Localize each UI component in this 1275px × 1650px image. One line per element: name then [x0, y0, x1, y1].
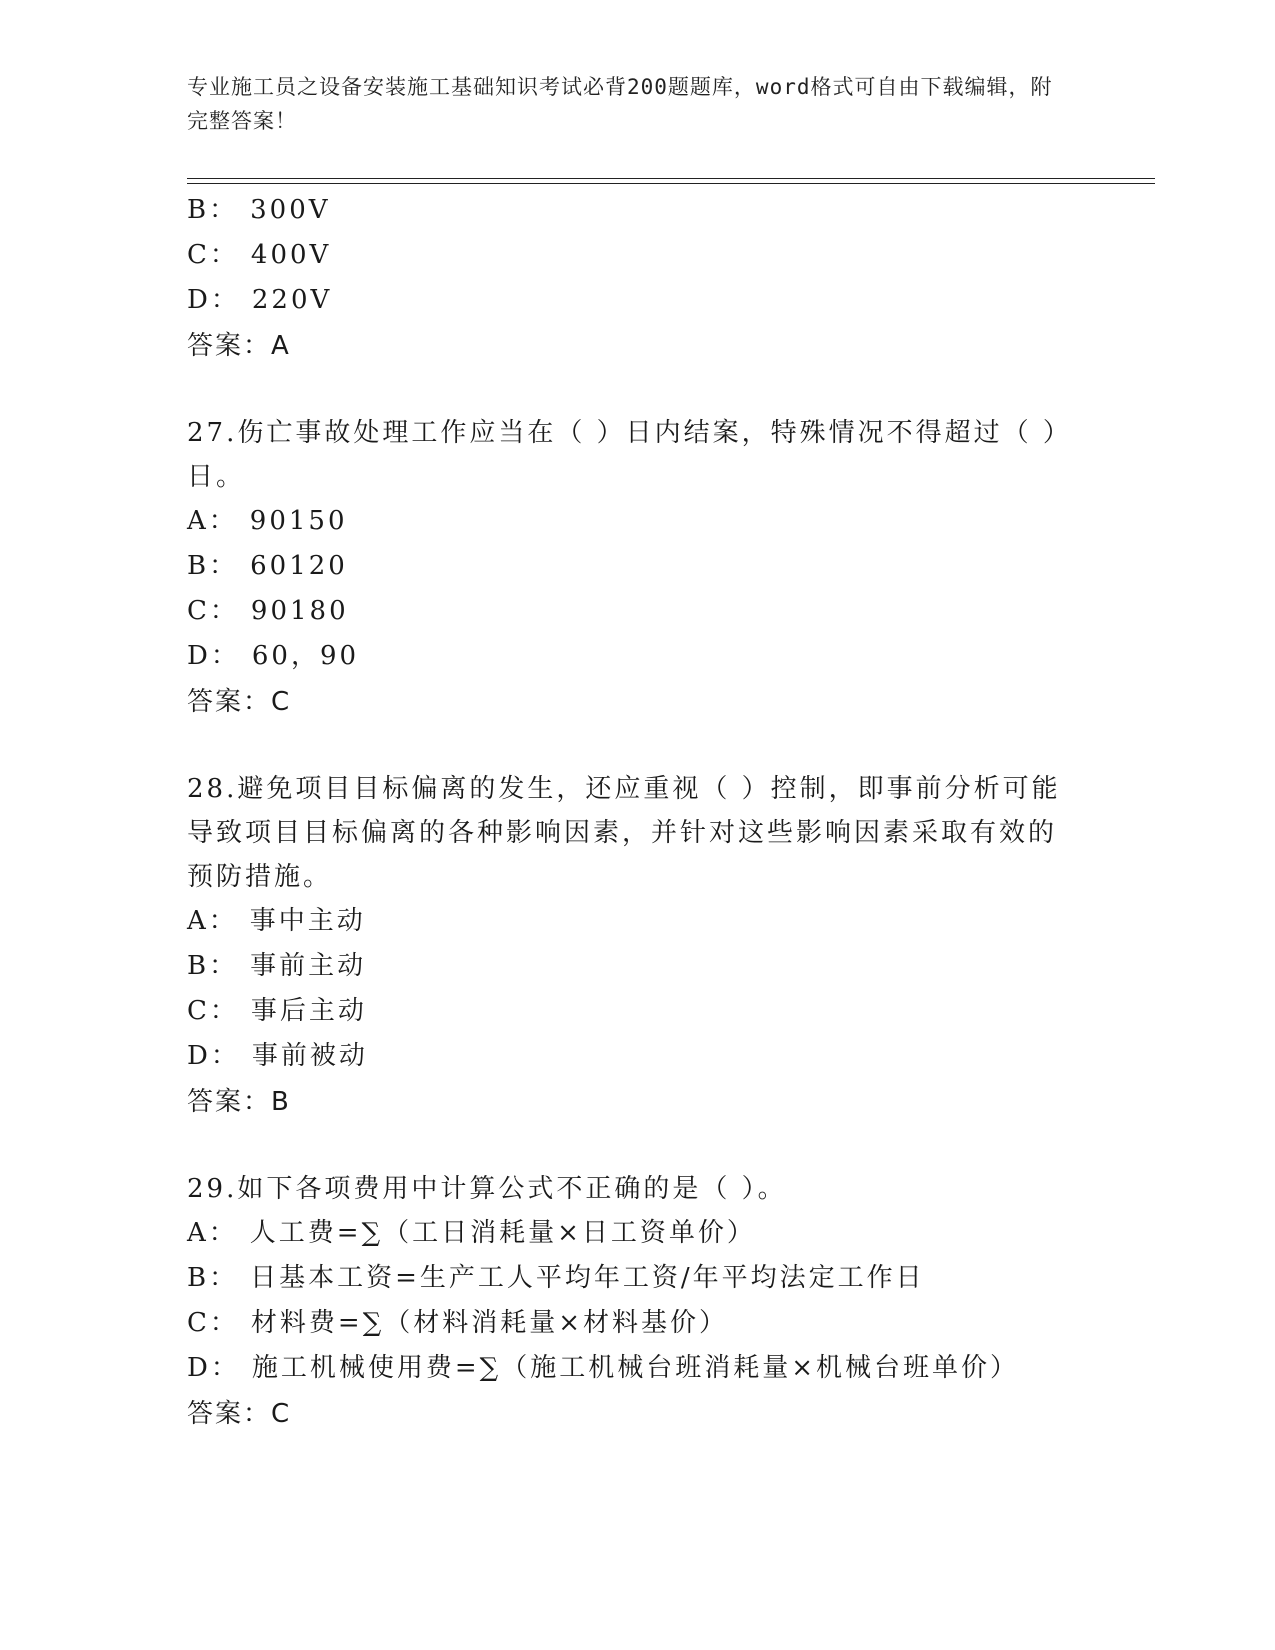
option-b — [187, 1256, 1067, 1301]
option-letter: A： — [187, 1218, 238, 1248]
answer-line: 答案：B — [187, 1087, 291, 1117]
option-d — [187, 1346, 1067, 1391]
option-letter: C： — [187, 240, 239, 270]
option-text: 60120 — [250, 551, 348, 581]
answer-line: 答案：C — [187, 1399, 292, 1429]
question-27 — [187, 411, 1067, 725]
header-divider-top — [187, 178, 1155, 179]
option-c — [187, 589, 1067, 634]
answer-line: 答案：C — [187, 687, 292, 717]
option-text: 400V — [250, 240, 332, 270]
option-d — [187, 634, 1067, 679]
option-text: 220V — [251, 285, 333, 315]
option-a — [187, 1211, 1067, 1256]
option-letter: C： — [187, 1308, 239, 1338]
option-letter: A： — [187, 906, 238, 936]
option-d — [187, 1034, 1067, 1079]
option-text: 人工费=∑（工日消耗量×日工资单价） — [249, 1218, 756, 1248]
option-text: 300V — [250, 195, 331, 225]
option-text: 事后主动 — [250, 996, 367, 1026]
option-letter: B： — [187, 951, 239, 981]
option-letter: A： — [187, 506, 238, 536]
option-letter: D： — [187, 285, 240, 315]
question-stem: 29.如下各项费用中计算公式不正确的是（ ）。 — [187, 1174, 787, 1204]
option-b — [187, 188, 1067, 233]
option-letter: B： — [187, 1263, 239, 1293]
option-text: 事前主动 — [250, 951, 367, 981]
option-b — [187, 544, 1067, 589]
option-d — [187, 278, 1067, 323]
question-stem: 28.避免项目目标偏离的发生，还应重视（ ）控制，即事前分析可能导致项目目标偏离的各种影响因素，并针对这些影响因素采取有效的预防措施。 — [187, 774, 1061, 892]
option-letter: B： — [187, 195, 239, 225]
question-list — [187, 188, 1067, 1437]
option-text: 60，90 — [251, 641, 360, 671]
header-divider-bottom — [187, 183, 1155, 184]
option-text: 事前被动 — [251, 1041, 368, 1071]
document-header: 专业施工员之设备安装施工基础知识考试必背200题题库，word格式可自由下载编辑，附完整答案！ — [187, 75, 1053, 133]
option-text: 事中主动 — [249, 906, 366, 936]
option-text: 日基本工资=生产工人平均年工资/年平均法定工作日 — [250, 1263, 925, 1293]
option-a — [187, 499, 1067, 544]
option-c — [187, 989, 1067, 1034]
option-letter: C： — [187, 996, 239, 1026]
option-c — [187, 1301, 1067, 1346]
option-letter: C： — [187, 596, 239, 626]
option-text: 材料费=∑（材料消耗量×材料基价） — [250, 1308, 729, 1338]
option-letter: B： — [187, 551, 239, 581]
option-letter: D： — [187, 641, 240, 671]
option-text: 90150 — [249, 506, 348, 536]
option-a — [187, 899, 1067, 944]
option-text: 施工机械使用费=∑（施工机械台班消耗量×机械台班单价） — [251, 1353, 1019, 1383]
question-stem: 27.伤亡事故处理工作应当在（ ）日内结案，特殊情况不得超过（ ）日。 — [187, 418, 1059, 492]
question-29 — [187, 1167, 1067, 1437]
option-c — [187, 233, 1067, 278]
option-letter: D： — [187, 1041, 240, 1071]
option-b — [187, 944, 1067, 989]
question-28 — [187, 767, 1067, 1125]
option-text: 90180 — [250, 596, 349, 626]
answer-line: 答案：A — [187, 331, 291, 361]
option-letter: D： — [187, 1353, 240, 1383]
question-partial — [187, 188, 1067, 369]
